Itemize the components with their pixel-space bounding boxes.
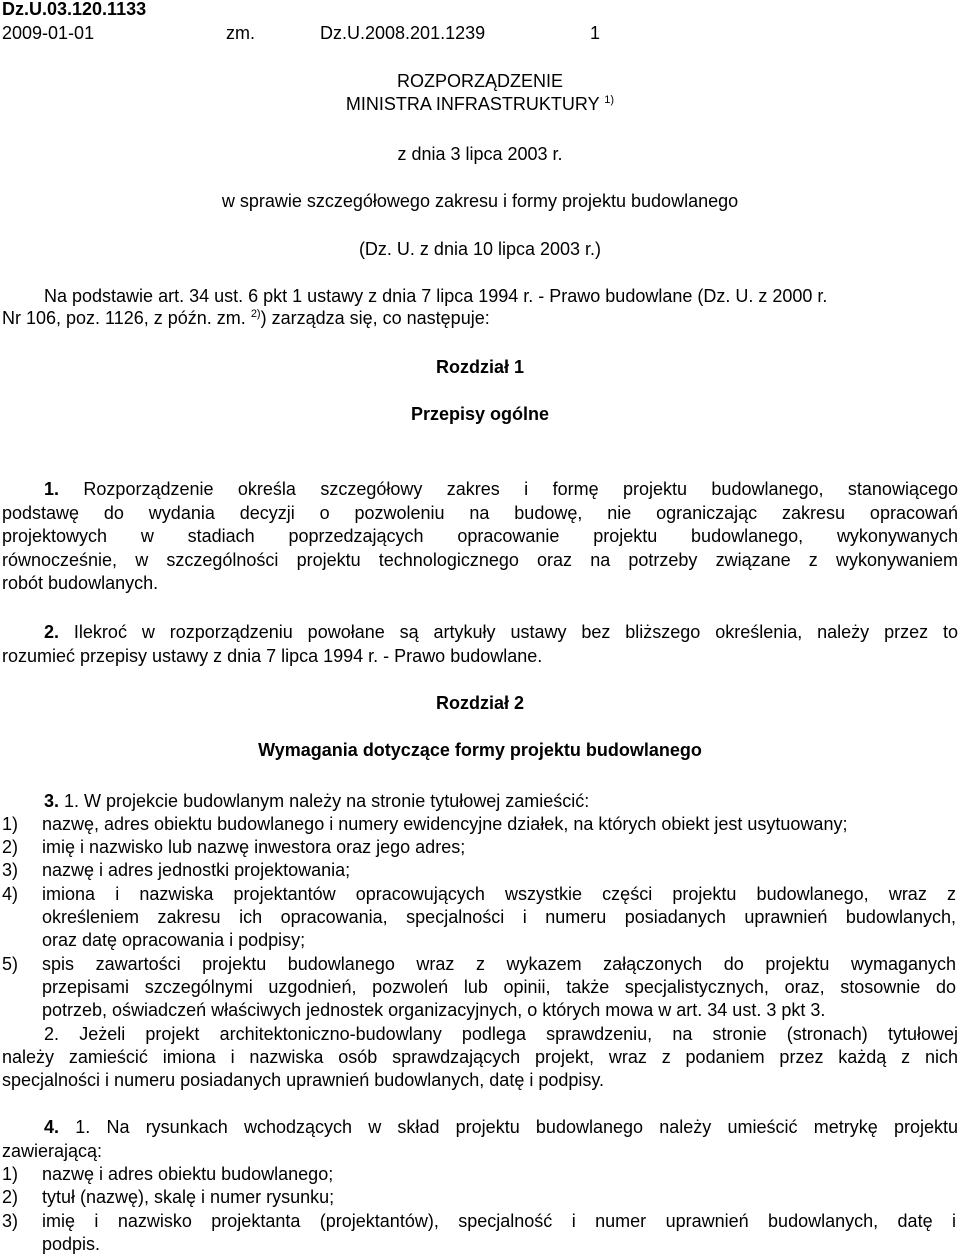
par1-line2: podstawę do wydania decyzji o pozwoleniu na budowę, nie ograniczając zakresu opracowań [2, 503, 958, 523]
par4-line1: 4. 1. Na rysunkach wchodzących w skład projektu budowlanego należy umieścić metrykę projektu [44, 1117, 958, 1137]
chapter2-number: Rozdział 2 [435, 693, 524, 713]
title-subject: w sprawie szczegółowego zakresu i formy projektu budowlanego [221, 191, 739, 211]
par3-item1-num: 1) [2, 814, 19, 834]
par3-item4-line3: oraz datę opracowania i podpisy; [42, 930, 306, 950]
par3-item4-line1: imiona i nazwiska projektantów opracowujących wszystkie części projektu budowlanego, wraz z [42, 884, 956, 904]
par3-p2-line3: specjalności i numeru posiadanych uprawnień budowlanych, datę i podpisy. [2, 1070, 605, 1090]
par2-marker: 2. [44, 622, 60, 642]
preamble-line2: Nr 106, poz. 1126, z późn. zm. $^{2)}$) zarządza się, co następuje: [2, 308, 490, 328]
par4-item2-line1: tytuł (nazwę), skalę i numer rysunku; [42, 1187, 335, 1207]
title-line1: ROZPORZĄDZENIE [396, 71, 563, 91]
par4-item1-line1: nazwę i adres obiektu budowlanego; [42, 1164, 334, 1184]
title-publication: (Dz. U. z dnia 10 lipca 2003 r.) [358, 239, 602, 259]
par3-item2-line1: imię i nazwisko lub nazwę inwestora oraz jego adres; [42, 837, 466, 857]
par3-marker: 3. [44, 791, 60, 811]
par4-item3-num: 3) [2, 1211, 19, 1231]
amend-number: 1 [590, 23, 601, 43]
amend-id: Dz.U.2008.201.1239 [320, 23, 486, 43]
par3-item3-line1: nazwę i adres jednostki projektowania; [42, 860, 351, 880]
par3-item5-line1: spis zawartości projektu budowlanego wraz z wykazem załączonych do projektu wymaganych [42, 954, 956, 974]
par2-line1: 2. Ilekroć w rozporządzeniu powołane są artykuły ustawy bez bliższego określenia, należy przez to [44, 622, 958, 642]
chapter1-title: Przepisy ogólne [410, 404, 550, 424]
par2-line2: rozumieć przepisy ustawy z dnia 7 lipca 1994 r. - Prawo budowlane. [2, 646, 543, 666]
footnote-ref-1: 1) [604, 94, 615, 106]
title-line2: MINISTRA INFRASTRUKTURY $^{1)}$ [345, 94, 615, 114]
preamble-line1: Na podstawie art. 34 ust. 6 pkt 1 ustawy z dnia 7 lipca 1994 r. - Prawo budowlane (Dz. U. z 2000 r. [44, 286, 828, 306]
doc-id: Dz.U.03.120.1133 [2, 0, 147, 19]
par3-item5-num: 5) [2, 954, 19, 974]
par4-item1-num: 1) [2, 1164, 19, 1184]
par3-p2-line2: należy zamieścić imiona i nazwiska osób sprawdzających projekt, wraz z podaniem przez każdą z nich [2, 1047, 958, 1067]
par4-marker: 4. [44, 1117, 60, 1137]
par3-item3-num: 3) [2, 860, 19, 880]
par4-item3-line2: podpis. [42, 1234, 101, 1254]
par3-intro: 3. 1. W projekcie budowlanym należy na stronie tytułowej zamieścić: [44, 791, 590, 811]
par1-marker: 1. [44, 479, 60, 499]
par1-line1: 1. Rozporządzenie określa szczegółowy zakres i formę projektu budowlanego, stanowiącego [44, 479, 958, 499]
par3-p2-line1: 2. Jeżeli projekt architektoniczno-budowlany podlega sprawdzeniu, na stronie (stronach) tytułowej [44, 1024, 958, 1044]
chapter1-number: Rozdział 1 [435, 357, 524, 377]
chapter2-title: Wymagania dotyczące formy projektu budowlanego [258, 740, 702, 760]
par3-item2-num: 2) [2, 837, 19, 857]
par3-item5-line2: przepisami szczególnymi uzgodnień, pozwoleń lub opinii, także specjalistycznych, oraz, stosownie do [42, 977, 956, 997]
title-date: z dnia 3 lipca 2003 r. [397, 144, 563, 164]
par1-line3: projektowych w stadiach poprzedzających opracowanie projektu budowlanego, wykonywanych [2, 526, 958, 546]
par3-item1-line1: nazwę, adres obiektu budowlanego i numery ewidencyjne działek, na których obiekt jest usytuowany; [42, 814, 848, 834]
footnote-ref-2: 2) [250, 308, 261, 320]
par1-line4: równocześnie, w szczególności projektu technologicznego oraz na potrzeby związane z wykonywaniem [2, 550, 958, 570]
par3-item5-line3: potrzeb, oświadczeń właściwych jednostek organizacyjnych, o których mowa w art. 34 ust. 3 pkt 3. [42, 1000, 826, 1020]
par1-line5: robót budowlanych. [2, 573, 159, 593]
par4-line2: zawierającą: [2, 1141, 103, 1161]
par4-item3-line1: imię i nazwisko projektanta (projektantów), specjalność i numer uprawnień budowlanych, datę i [42, 1211, 956, 1231]
par4-item2-num: 2) [2, 1187, 19, 1207]
doc-date: 2009-01-01 [2, 23, 95, 43]
par3-item4-num: 4) [2, 884, 19, 904]
zm-label: zm. [226, 23, 255, 43]
par3-item4-line2: określeniem zakresu ich opracowania, specjalności i numeru posiadanych uprawnień budowlanych, [42, 907, 956, 927]
